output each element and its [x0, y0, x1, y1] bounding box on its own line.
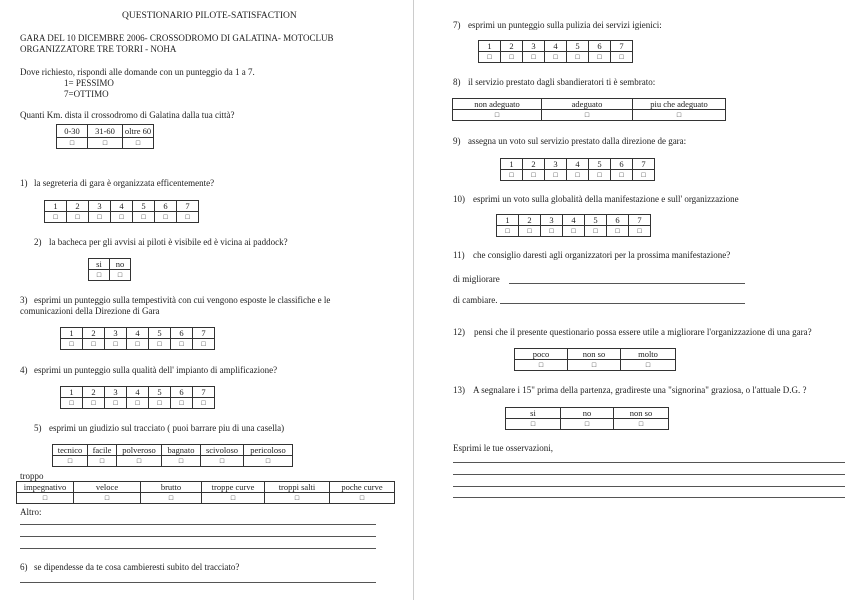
q12-options-table	[514, 348, 676, 371]
q5-prefix-troppo: troppo	[20, 471, 44, 481]
scale-label: 5	[585, 215, 607, 226]
q10-checkbox[interactable]: □	[629, 226, 651, 237]
instructions: Dove richiesto, rispondi alle domande con un punteggio da 1 a 7.	[20, 67, 255, 77]
q5-option-label: poche curve	[330, 482, 395, 493]
scale-label: 6	[589, 41, 611, 52]
observations-answer-line[interactable]	[453, 497, 845, 498]
q10-checkbox[interactable]: □	[563, 226, 585, 237]
q12-option-label: poco	[515, 349, 568, 360]
q5-option-label: bagnato	[162, 445, 201, 456]
q5-altro-label: Altro:	[20, 507, 42, 517]
q5-checkbox[interactable]: □	[244, 456, 293, 467]
q8-checkbox[interactable]: □	[542, 110, 633, 121]
q8-number: 8)	[453, 77, 461, 87]
q5-options-row2-table	[16, 481, 395, 504]
q1-checkbox[interactable]: □	[133, 212, 155, 223]
scale-label: 5	[149, 387, 171, 398]
q5-option-label: scivoloso	[201, 445, 244, 456]
scale-low-label: 1= PESSIMO	[64, 78, 114, 88]
q7-number: 7)	[453, 20, 461, 30]
q1-checkbox[interactable]: □	[155, 212, 177, 223]
event-line-1: GARA DEL 10 DICEMBRE 2006- CROSSODROMO DI GALATINA- MOTOCLUB	[20, 33, 334, 43]
q4-checkbox[interactable]: □	[171, 398, 193, 409]
distance-checkbox[interactable]: □	[57, 138, 88, 149]
q7-checkbox[interactable]: □	[611, 52, 633, 63]
q8-text: il servizio prestato dagli sbandieratori ti è sembrato:	[468, 77, 656, 87]
q3-checkbox[interactable]: □	[83, 339, 105, 350]
scale-label: 4	[111, 201, 133, 212]
scale-label: 1	[61, 328, 83, 339]
q1-scale-table	[44, 200, 199, 223]
scale-label: 4	[127, 387, 149, 398]
q3-text-line2: comunicazioni della Direzione di Gara	[20, 306, 160, 316]
distance-checkbox[interactable]: □	[88, 138, 123, 149]
q3-checkbox[interactable]: □	[61, 339, 83, 350]
q1-checkbox[interactable]: □	[67, 212, 89, 223]
observations-answer-line[interactable]	[453, 462, 845, 463]
q7-checkbox[interactable]: □	[523, 52, 545, 63]
q5-number: 5)	[34, 423, 42, 433]
q9-scale-table	[500, 158, 655, 181]
q4-checkbox[interactable]: □	[127, 398, 149, 409]
observations-label: Esprimi le tue osservazioni,	[453, 443, 553, 453]
observations-answer-line[interactable]	[453, 486, 845, 487]
scale-label: 5	[149, 328, 171, 339]
q4-checkbox[interactable]: □	[149, 398, 171, 409]
q5-option-label: tecnico	[53, 445, 88, 456]
altro-answer-line[interactable]	[20, 536, 376, 537]
q5-option-label: pericoloso	[244, 445, 293, 456]
q2-checkbox[interactable]: □	[110, 270, 131, 281]
page-title: QUESTIONARIO PILOTE-SATISFACTION	[122, 11, 297, 21]
scale-label: 4	[545, 41, 567, 52]
altro-answer-line[interactable]	[20, 524, 376, 525]
q8-option-label: piu che adeguato	[633, 99, 726, 110]
altro-answer-line[interactable]	[20, 548, 376, 549]
q9-checkbox[interactable]: □	[589, 170, 611, 181]
q1-checkbox[interactable]: □	[89, 212, 111, 223]
q2-checkbox[interactable]: □	[89, 270, 110, 281]
q1-number: 1)	[20, 178, 28, 188]
scale-label: 6	[171, 328, 193, 339]
scale-label: 3	[541, 215, 563, 226]
q13-option-label: no	[561, 408, 614, 419]
q13-option-label: non so	[614, 408, 669, 419]
q3-number: 3)	[20, 295, 28, 305]
scale-label: 3	[545, 159, 567, 170]
scale-label: 1	[501, 159, 523, 170]
scale-label: 4	[563, 215, 585, 226]
distance-options-table	[56, 124, 154, 149]
q5-checkbox[interactable]: □	[330, 493, 395, 504]
q12-option-label: non so	[568, 349, 621, 360]
q10-checkbox[interactable]: □	[541, 226, 563, 237]
q11-improve-label: di migliorare	[453, 274, 500, 284]
q13-text: A segnalare i 15" prima della partenza, gradireste una "signorina" graziosa, o l'attuale D.G. ?	[473, 385, 807, 395]
q7-checkbox[interactable]: □	[545, 52, 567, 63]
q8-checkbox[interactable]: □	[633, 110, 726, 121]
scale-label: 7	[193, 387, 215, 398]
q4-scale-table	[60, 386, 215, 409]
scale-label: 5	[589, 159, 611, 170]
q9-text: assegna un voto sul servizio prestato dalla direzione de gara:	[468, 136, 687, 146]
scale-label: 5	[567, 41, 589, 52]
q11-number: 11)	[453, 250, 465, 260]
scale-label: 7	[177, 201, 199, 212]
q3-checkbox[interactable]: □	[193, 339, 215, 350]
q5-option-label: veloce	[74, 482, 141, 493]
q12-checkbox[interactable]: □	[568, 360, 621, 371]
q11-change-label: di cambiare.	[453, 295, 498, 305]
scale-label: 6	[607, 215, 629, 226]
q1-checkbox[interactable]: □	[45, 212, 67, 223]
q1-checkbox[interactable]: □	[177, 212, 199, 223]
q9-checkbox[interactable]: □	[523, 170, 545, 181]
q9-checkbox[interactable]: □	[611, 170, 633, 181]
q4-number: 4)	[20, 365, 28, 375]
q2-option-label: si	[89, 259, 110, 270]
q7-checkbox[interactable]: □	[567, 52, 589, 63]
distance-option-label: oltre 60	[123, 125, 154, 138]
left-page	[0, 0, 415, 600]
q5-checkbox[interactable]: □	[202, 493, 265, 504]
q5-option-label: troppe curve	[202, 482, 265, 493]
scale-label: 7	[611, 41, 633, 52]
q5-option-label: polveroso	[117, 445, 162, 456]
q7-checkbox[interactable]: □	[589, 52, 611, 63]
q3-checkbox[interactable]: □	[127, 339, 149, 350]
q5-checkbox[interactable]: □	[74, 493, 141, 504]
q2-text: la bacheca per gli avvisi ai piloti è visibile ed è vicina ai paddock?	[49, 237, 288, 247]
scale-label: 2	[67, 201, 89, 212]
q7-checkbox[interactable]: □	[501, 52, 523, 63]
q6-number: 6)	[20, 562, 28, 572]
scale-label: 1	[497, 215, 519, 226]
q2-number: 2)	[34, 237, 42, 247]
scale-label: 6	[155, 201, 177, 212]
q6-text: se dipendesse da te cosa cambieresti subito del tracciato?	[34, 562, 240, 572]
q6-answer-line[interactable]	[20, 582, 376, 583]
distance-question: Quanti Km. dista il crossodromo di Galatina dalla tua città?	[20, 110, 235, 120]
distance-option-label: 0-30	[57, 125, 88, 138]
q2-option-label: no	[110, 259, 131, 270]
scale-label: 2	[501, 41, 523, 52]
q12-number: 12)	[453, 327, 465, 337]
q5-option-label: troppi salti	[265, 482, 330, 493]
q5-option-label: facile	[88, 445, 117, 456]
q8-checkbox[interactable]: □	[453, 110, 542, 121]
q3-checkbox[interactable]: □	[105, 339, 127, 350]
q2-options-table	[88, 258, 131, 281]
q12-checkbox[interactable]: □	[621, 360, 676, 371]
scale-high-label: 7=OTTIMO	[64, 89, 109, 99]
scale-label: 2	[519, 215, 541, 226]
scale-label: 7	[629, 215, 651, 226]
event-line-2: ORGANIZZATORE TRE TORRI - NOHA	[20, 44, 177, 54]
q9-checkbox[interactable]: □	[545, 170, 567, 181]
q13-checkbox[interactable]: □	[506, 419, 561, 430]
q3-scale-table	[60, 327, 215, 350]
q11-text: che consiglio daresti agli organizzatori per la prossima manifestazione?	[473, 250, 731, 260]
q11-improve-answer-line[interactable]	[509, 283, 745, 284]
right-page	[430, 0, 859, 600]
q7-text: esprimi un punteggio sulla pulizia dei servizi igienici:	[468, 20, 662, 30]
scale-label: 6	[171, 387, 193, 398]
q9-checkbox[interactable]: □	[633, 170, 655, 181]
q8-options-table	[452, 98, 726, 121]
scale-label: 3	[523, 41, 545, 52]
distance-option-label: 31-60	[88, 125, 123, 138]
q1-checkbox[interactable]: □	[111, 212, 133, 223]
q3-text-line1: esprimi un punteggio sulla tempestività con cui vengono esposte le classifiche e le	[34, 295, 331, 305]
q4-text: esprimi un punteggio sulla qualità dell' impianto di amplificazione?	[34, 365, 278, 375]
q3-checkbox[interactable]: □	[171, 339, 193, 350]
q5-option-label: impegnativo	[17, 482, 74, 493]
q7-checkbox[interactable]: □	[479, 52, 501, 63]
scale-label: 7	[633, 159, 655, 170]
q13-checkbox[interactable]: □	[561, 419, 614, 430]
q5-checkbox[interactable]: □	[17, 493, 74, 504]
q13-checkbox[interactable]: □	[614, 419, 669, 430]
scale-label: 1	[45, 201, 67, 212]
q4-checkbox[interactable]: □	[105, 398, 127, 409]
q7-scale-table	[478, 40, 633, 63]
q11-change-answer-line[interactable]	[500, 303, 745, 304]
scale-label: 3	[105, 387, 127, 398]
q3-checkbox[interactable]: □	[149, 339, 171, 350]
q10-checkbox[interactable]: □	[497, 226, 519, 237]
q8-option-label: non adeguato	[453, 99, 542, 110]
scale-label: 6	[611, 159, 633, 170]
q10-checkbox[interactable]: □	[607, 226, 629, 237]
q12-checkbox[interactable]: □	[515, 360, 568, 371]
q4-checkbox[interactable]: □	[61, 398, 83, 409]
scale-label: 4	[127, 328, 149, 339]
q10-checkbox[interactable]: □	[585, 226, 607, 237]
scale-label: 3	[105, 328, 127, 339]
scale-label: 1	[61, 387, 83, 398]
scale-label: 5	[133, 201, 155, 212]
scale-label: 2	[83, 328, 105, 339]
q10-number: 10)	[453, 194, 465, 204]
distance-checkbox[interactable]: □	[123, 138, 154, 149]
q9-checkbox[interactable]: □	[501, 170, 523, 181]
q4-checkbox[interactable]: □	[193, 398, 215, 409]
scale-label: 2	[83, 387, 105, 398]
q9-checkbox[interactable]: □	[567, 170, 589, 181]
q5-checkbox[interactable]: □	[201, 456, 244, 467]
q5-checkbox[interactable]: □	[265, 493, 330, 504]
scale-label: 7	[193, 328, 215, 339]
q12-option-label: molto	[621, 349, 676, 360]
q5-checkbox[interactable]: □	[117, 456, 162, 467]
q13-option-label: si	[506, 408, 561, 419]
q5-text: esprimi un giudizio sul tracciato ( puoi barrare piu di una casella)	[49, 423, 285, 433]
q5-options-row1-table	[52, 444, 293, 467]
scale-label: 3	[89, 201, 111, 212]
q12-text: pensi che il presente questionario possa essere utile a migliorare l'organizzazione di una gara?	[474, 327, 812, 337]
scale-label: 2	[523, 159, 545, 170]
q10-scale-table	[496, 214, 651, 237]
q4-checkbox[interactable]: □	[83, 398, 105, 409]
q5-checkbox[interactable]: □	[162, 456, 201, 467]
q5-checkbox[interactable]: □	[88, 456, 117, 467]
scale-label: 1	[479, 41, 501, 52]
q5-checkbox[interactable]: □	[53, 456, 88, 467]
q13-number: 13)	[453, 385, 465, 395]
scale-label: 4	[567, 159, 589, 170]
observations-answer-line[interactable]	[453, 474, 845, 475]
q5-option-label: brutto	[141, 482, 202, 493]
q5-checkbox[interactable]: □	[141, 493, 202, 504]
q10-text: esprimi un voto sulla globalità della manifestazione e sull' organizzazione	[473, 194, 739, 204]
q13-options-table	[505, 407, 669, 430]
q10-checkbox[interactable]: □	[519, 226, 541, 237]
q9-number: 9)	[453, 136, 461, 146]
q1-text: la segreteria di gara è organizzata efficentemente?	[34, 178, 215, 188]
q8-option-label: adeguato	[542, 99, 633, 110]
